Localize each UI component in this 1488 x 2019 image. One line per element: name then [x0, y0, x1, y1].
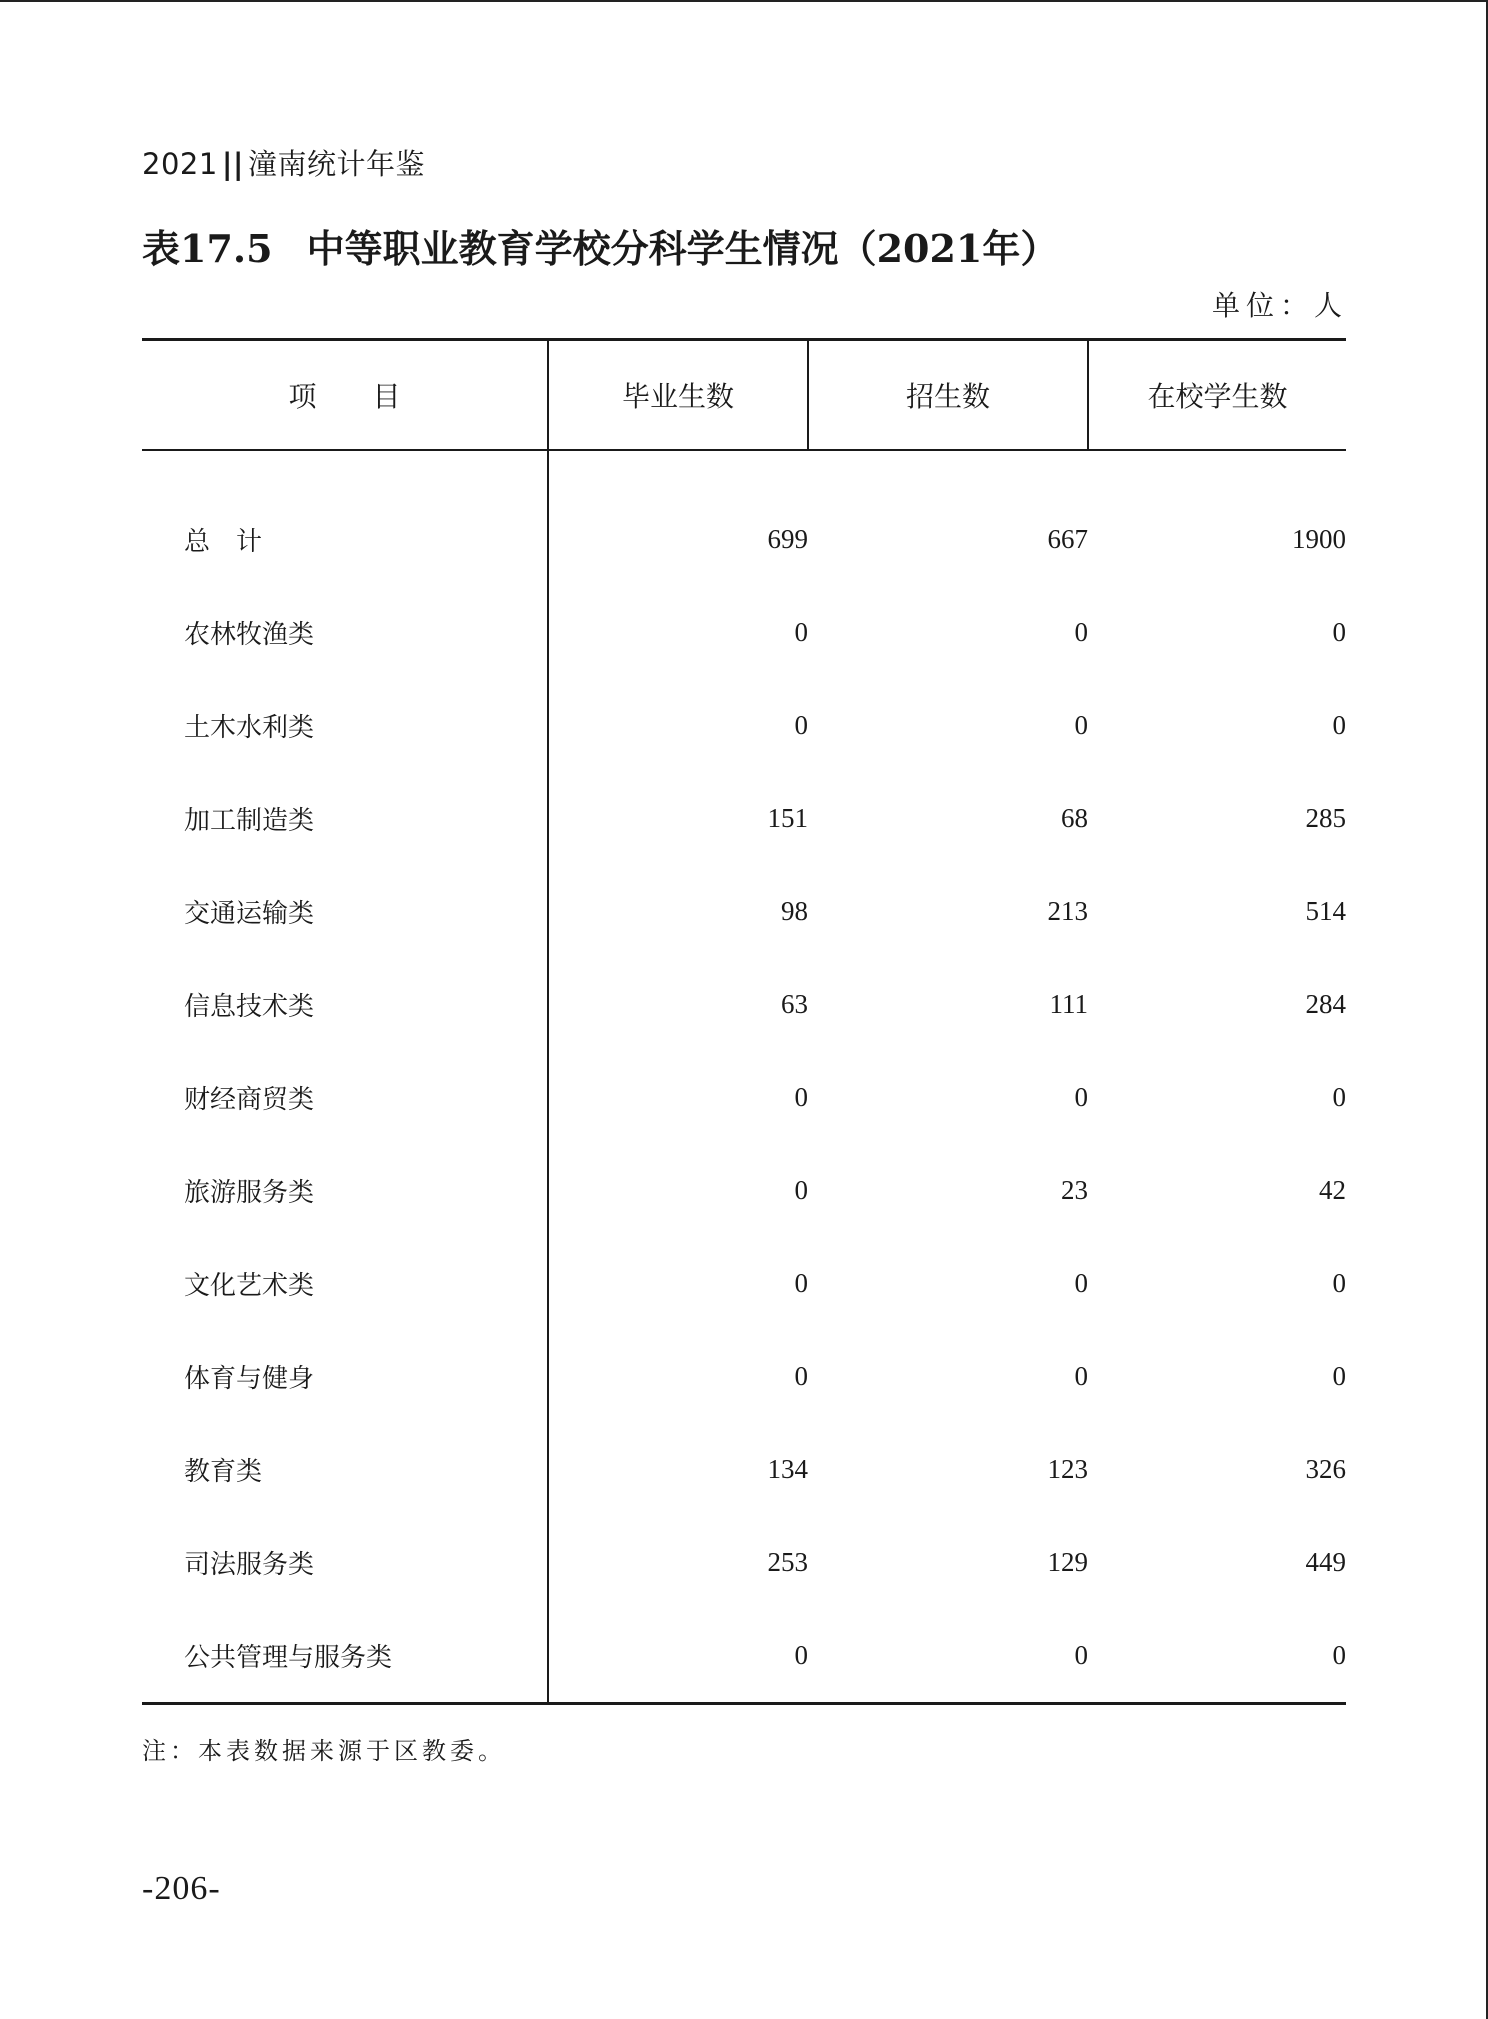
table-header-row	[142, 340, 1346, 451]
students-cell: 0	[1332, 1268, 1346, 1298]
row-label: 体育与健身	[142, 1330, 548, 1423]
table-row	[142, 1330, 1346, 1423]
row-label: 公共管理与服务类	[142, 1609, 548, 1704]
unit-label: 单位：人	[1211, 289, 1348, 322]
table-row	[142, 1237, 1346, 1330]
spacer-cell	[1088, 450, 1346, 493]
table-row	[142, 1516, 1346, 1609]
students-cell: 0	[1332, 1082, 1346, 1112]
spacer-cell	[808, 450, 1088, 493]
graduates-cell: 98	[781, 896, 808, 926]
students-cell: 0	[1088, 1609, 1346, 1704]
graduates-cell: 151	[767, 803, 808, 833]
enrolled-cell: 123	[1047, 1454, 1088, 1484]
table-row	[142, 958, 1346, 1051]
header-separator: ||	[221, 147, 244, 181]
row-label: 信息技术类	[142, 958, 548, 1051]
graduates-cell: 0	[794, 1361, 808, 1391]
enrolled-cell: 23	[1061, 1175, 1088, 1205]
students-cell: 0	[1332, 1361, 1346, 1391]
enrolled-cell: 68	[1061, 803, 1088, 833]
header-year: 2021	[142, 147, 218, 181]
enrolled-cell: 111	[1049, 989, 1088, 1019]
students-cell: 42	[1319, 1175, 1346, 1205]
column-header-graduates: 毕业生数	[548, 340, 808, 451]
column-header-item: 项 目	[142, 340, 548, 451]
enrolled-cell: 129	[1047, 1547, 1088, 1577]
enrolled-cell: 0	[1074, 1082, 1088, 1112]
enrolled-cell: 0	[1074, 1361, 1088, 1391]
table-number: 表17.5	[142, 226, 273, 271]
table-title-text: 中等职业教育学校分科学生情况（2021年）	[306, 226, 1059, 271]
page-top-border	[0, 0, 1488, 2]
graduates-cell: 0	[794, 617, 808, 647]
table-body	[142, 450, 1346, 1704]
page-number: -206-	[142, 1870, 221, 1907]
table-spacer-row	[142, 450, 1346, 493]
enrolled-cell: 0	[1074, 1268, 1088, 1298]
students-cell: 326	[1305, 1454, 1346, 1484]
graduates-cell: 253	[767, 1547, 808, 1577]
row-label: 文化艺术类	[142, 1237, 548, 1330]
students-cell: 0	[1332, 710, 1346, 740]
table-row	[142, 1144, 1346, 1237]
enrolled-cell: 0	[1074, 710, 1088, 740]
spacer-cell	[548, 450, 808, 493]
row-label: 加工制造类	[142, 772, 548, 865]
row-label: 交通运输类	[142, 865, 548, 958]
row-label: 财经商贸类	[142, 1051, 548, 1144]
table-row	[142, 1423, 1346, 1516]
students-cell: 285	[1305, 803, 1346, 833]
table-row	[142, 586, 1346, 679]
table-row	[142, 865, 1346, 958]
statistics-table	[142, 338, 1346, 1705]
header-book-title: 潼南统计年鉴	[248, 147, 426, 181]
students-cell: 514	[1305, 896, 1346, 926]
column-header-enrolled: 招生数	[808, 340, 1088, 451]
row-label: 教育类	[142, 1423, 548, 1516]
graduates-cell: 63	[781, 989, 808, 1019]
table-row	[142, 1609, 1346, 1704]
graduates-cell: 0	[794, 1268, 808, 1298]
graduates-cell: 699	[767, 524, 808, 554]
table-title	[142, 218, 1058, 273]
enrolled-cell: 213	[1047, 896, 1088, 926]
row-label: 旅游服务类	[142, 1144, 548, 1237]
graduates-cell: 0	[794, 1175, 808, 1205]
spacer-cell	[142, 450, 548, 493]
graduates-cell: 0	[548, 1609, 808, 1704]
running-header	[142, 142, 425, 183]
row-label: 农林牧渔类	[142, 586, 548, 679]
table-row	[142, 772, 1346, 865]
enrolled-cell: 0	[808, 1609, 1088, 1704]
students-cell: 0	[1332, 617, 1346, 647]
graduates-cell: 0	[794, 710, 808, 740]
enrolled-cell: 667	[1047, 524, 1088, 554]
enrolled-cell: 0	[1074, 617, 1088, 647]
table-row	[142, 493, 1346, 586]
table-row	[142, 679, 1346, 772]
table-note: 注：本表数据来源于区教委。	[142, 1737, 506, 1765]
row-label: 土木水利类	[142, 679, 548, 772]
students-cell: 1900	[1292, 524, 1346, 554]
students-cell: 284	[1305, 989, 1346, 1019]
row-label: 司法服务类	[142, 1516, 548, 1609]
column-header-students: 在校学生数	[1088, 340, 1346, 451]
graduates-cell: 0	[794, 1082, 808, 1112]
table-row	[142, 1051, 1346, 1144]
students-cell: 449	[1305, 1547, 1346, 1577]
graduates-cell: 134	[767, 1454, 808, 1484]
row-label: 总 计	[142, 493, 548, 586]
